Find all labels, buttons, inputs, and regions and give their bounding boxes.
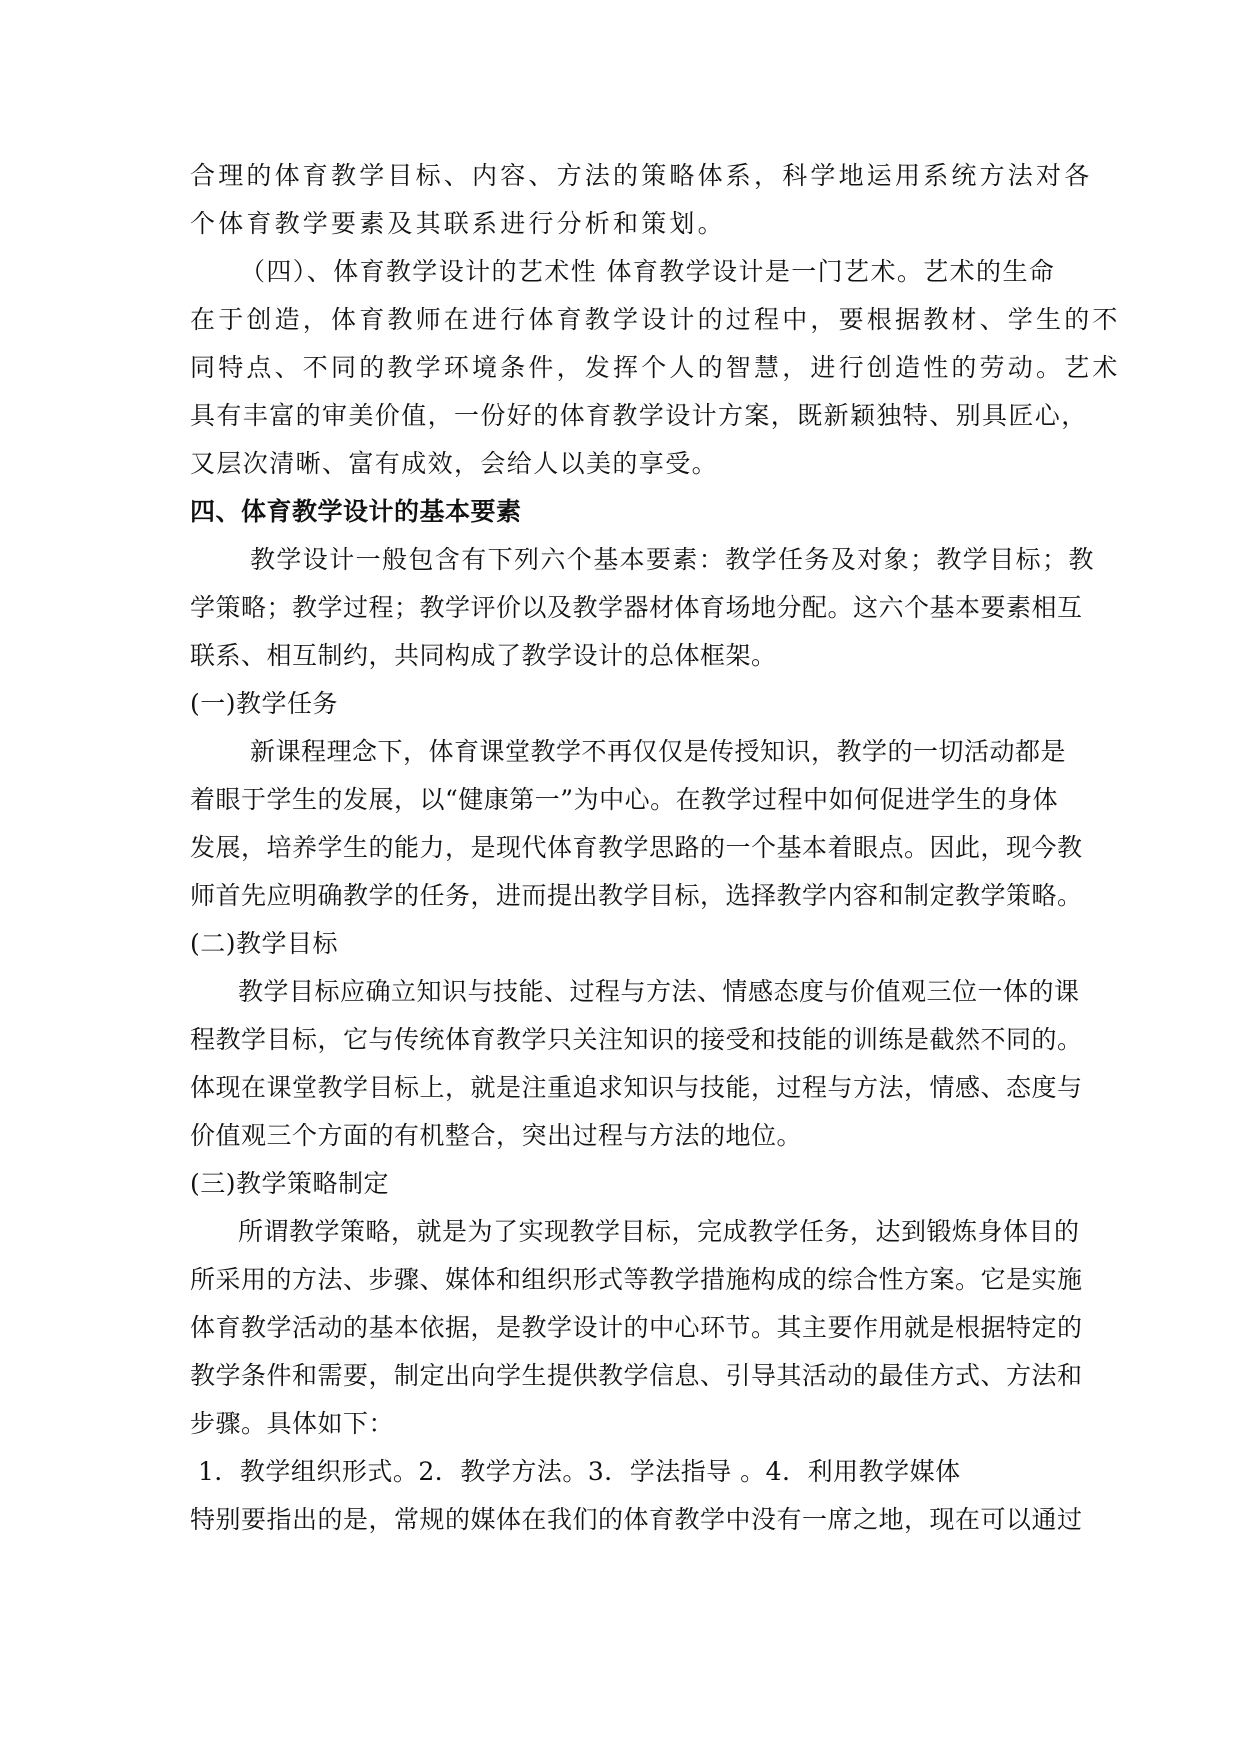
paragraph-line: 又层次清晰、富有成效，会给人以美的享受。: [190, 449, 719, 478]
paragraph-line: 特别要指出的是，常规的媒体在我们的体育教学中没有一席之地，现在可以通过: [190, 1505, 1083, 1534]
paragraph-line: 所谓教学策略，就是为了实现教学目标，完成教学任务，达到锻炼身体目的: [238, 1217, 1080, 1246]
paragraph-line: 价值观三个方面的有机整合，突出过程与方法的地位。: [190, 1121, 803, 1150]
paragraph-line: 教学目标应确立知识与技能、过程与方法、情感态度与价值观三位一体的课: [238, 977, 1080, 1006]
paragraph-line: 在于创造，体育教师在进行体育教学设计的过程中，要根据教材、学生的不: [190, 305, 1121, 334]
paragraph-line: 具有丰富的审美价值，一份好的体育教学设计方案，既新颖独特、别具匠心，: [190, 401, 1088, 430]
paragraph-line: 个体育教学要素及其联系进行分析和策划。: [190, 209, 726, 238]
section-heading-art: （四）、体育教学设计的艺术性 体育教学设计是一门艺术。艺术的生命: [240, 257, 1056, 286]
paragraph-line: 体育教学活动的基本依据，是教学设计的中心环节。其主要作用就是根据特定的: [190, 1313, 1083, 1342]
paragraph-line: 所采用的方法、步骤、媒体和组织形式等教学措施构成的综合性方案。它是实施: [190, 1265, 1083, 1294]
numbered-list-line: 1．教学组织形式。2．教学方法。3．学法指导 。4．利用教学媒体: [198, 1457, 961, 1486]
paragraph-line: 程教学目标，它与传统体育教学只关注知识的接受和技能的训练是截然不同的。: [190, 1025, 1083, 1054]
paragraph-line: 步骤。具体如下：: [190, 1409, 395, 1438]
subheading-goal: (二)教学目标: [190, 929, 339, 958]
paragraph-line: 新课程理念下，体育课堂教学不再仅仅是传授知识，教学的一切活动都是: [250, 737, 1067, 766]
paragraph-line: 教学条件和需要，制定出向学生提供教学信息、引导其活动的最佳方式、方法和: [190, 1361, 1083, 1390]
paragraph-line: 教学设计一般包含有下列六个基本要素：教学任务及对象；教学目标；教: [250, 545, 1095, 574]
paragraph-line: 联系、相互制约，共同构成了教学设计的总体框架。: [190, 641, 777, 670]
subheading-strategy: (三)教学策略制定: [190, 1169, 390, 1198]
section-heading-elements: 四、体育教学设计的基本要素: [190, 497, 522, 526]
paragraph-line: 学策略；教学过程；教学评价以及教学器材体育场地分配。这六个基本要素相互: [190, 593, 1083, 622]
paragraph-line: 发展，培养学生的能力，是现代体育教学思路的一个基本着眼点。因此，现今教: [190, 833, 1083, 862]
paragraph-line: 合理的体育教学目标、内容、方法的策略体系，科学地运用系统方法对各: [190, 161, 1093, 190]
paragraph-line: 体现在课堂教学目标上，就是注重追求知识与技能，过程与方法，情感、态度与: [190, 1073, 1083, 1102]
paragraph-line: 同特点、不同的教学环境条件，发挥个人的智慧，进行创造性的劳动。艺术: [190, 353, 1121, 382]
paragraph-line: 着眼于学生的发展，以“健康第一”为中心。在教学过程中如何促进学生的身体: [190, 785, 1059, 814]
paragraph-line: 师首先应明确教学的任务，进而提出教学目标，选择教学内容和制定教学策略。: [190, 881, 1083, 910]
subheading-task: (一)教学任务: [190, 689, 339, 718]
